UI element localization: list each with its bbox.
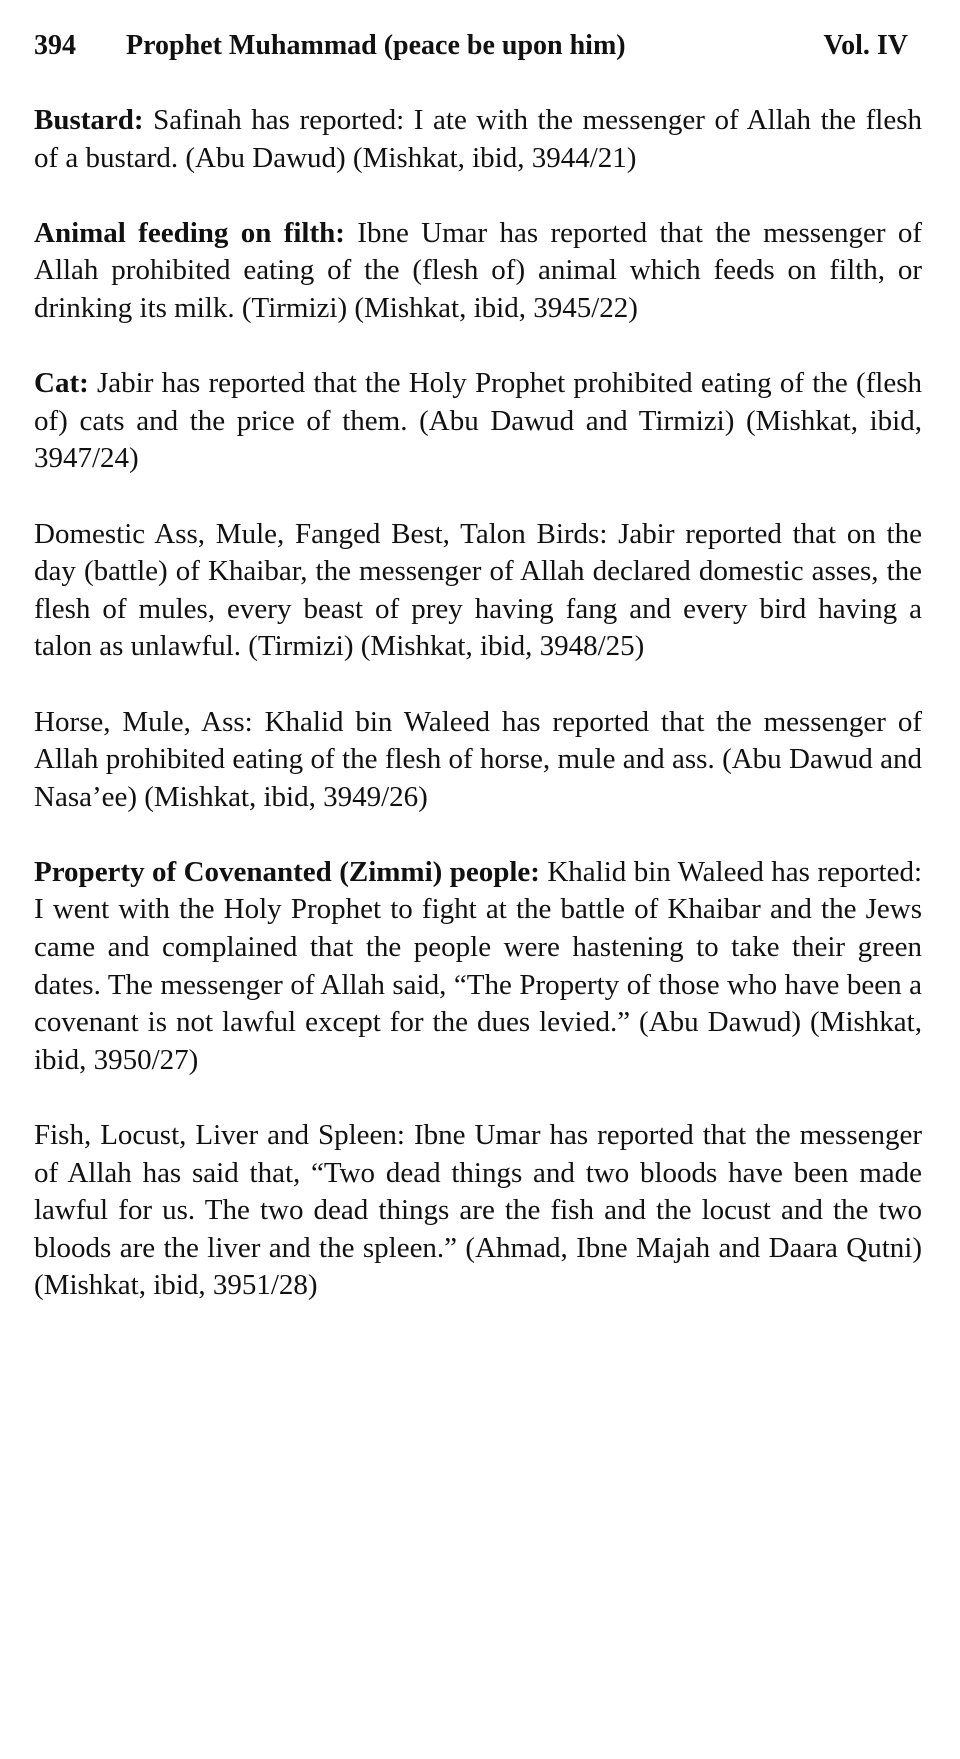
entry-heading: Bustard: [34,104,144,136]
page-number: 394 [34,30,76,61]
entry-text: Khalid bin Waleed has reported: I went with the Holy Prophet to fight at the battle of Khaibar and the Jews came and complained that the people were hastening to take their green dates. The messenger of Allah said, “The Property of those who have been a covenant is not lawful except for the dues levied.” (Abu Dawud) (Mishkat, ibid, 3950/27) [34,855,923,1076]
entry-text: Ibne Umar has reported that the messenger of Allah prohibited eating of the (flesh of) animal which feeds on filth, or drinking its milk. (Tirmizi) (Mishkat, ibid, 3945/22) [34,216,922,324]
volume-label: Vol. IV [823,30,908,61]
entry-text: Safinah has reported: I ate with the messenger of Allah the flesh of a bustard. (Abu Dawud) (Mishkat, ibid, 3944/21) [34,104,922,174]
entry-horse-mule-ass [34,704,922,817]
running-header [34,26,922,66]
book-page [34,0,922,1343]
entries-list [34,102,922,1305]
entry-heading: Property of Covenanted (Zimmi) people: [34,855,540,888]
book-title: Prophet Muhammad (peace be upon him) [126,30,626,61]
entry-text: Jabir has reported that the Holy Prophet prohibited eating of the (flesh of) cats and the price of them. (Abu Dawud and Tirmizi) (Mishkat, ibid, 3947/24) [34,367,922,475]
entry-text: Horse, Mule, Ass: Khalid bin Waleed has reported that the messenger of Allah prohibited eating of the flesh of horse, mule and ass. (Abu Dawud and Nasa’ee) (Mishkat, ibid, 3949/26) [34,705,922,813]
entry-domestic-ass [34,516,922,666]
entry-text: Fish, Locust, Liver and Spleen: Ibne Umar has reported that the messenger of Allah has said that, “Two dead things and two bloods have been made lawful for us. The two dead things are the fish and the locust and the two bloods are the liver and the spleen.” (Ahmad, Ibne Majah and Daara Qutni) (Mishkat, ibid, 3951/28) [34,1119,922,1302]
entry-cat [34,365,922,478]
entry-animal-feeding-on-filth [34,215,922,328]
entry-text: Domestic Ass, Mule, Fanged Best, Talon Birds: Jabir reported that on the day (battle) of Khaibar, the messenger of Allah declared domestic asses, the flesh of mules, every beast of prey having fang and every bird having a talon as unlawful. (Tirmizi) (Mishkat, ibid, 3948/25) [34,517,922,663]
entry-bustard [34,102,922,177]
entry-heading: Animal feeding on filth: [34,216,345,249]
entry-property-of-covenanted-people [34,854,922,1080]
entry-heading: Cat: [34,367,89,400]
entry-fish-locust-liver-spleen [34,1117,922,1305]
